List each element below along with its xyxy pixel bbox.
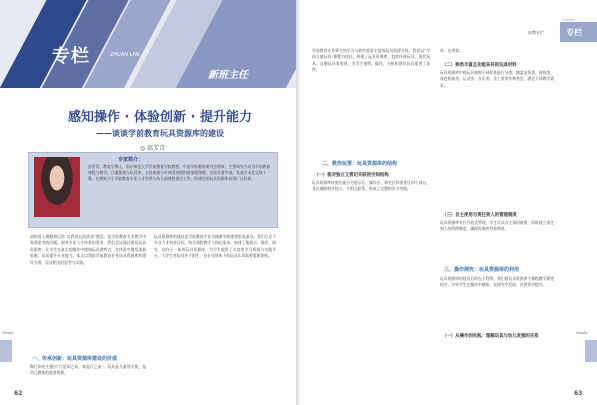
author-photo xyxy=(34,157,80,217)
right-column-1: 学前教育专业师生的学习与研究需要丰富的玩具资源支持。我们以“学前儿童玩具”课程为依托，构建了玩具资源库，包括传统玩具、现代玩具、自制玩具等类别，为学生观察、操作、分析和创作玩具提供了条件。 xyxy=(312,48,430,73)
left-side-tab xyxy=(0,340,12,362)
right-side-tab xyxy=(585,340,597,362)
column-tab-label: 专栏 xyxy=(566,28,582,37)
section-1-text: 陶行知先生提出“行是知之始，知是行之成”。玩具是儿童的天使，是幼儿教育的重要资源。 xyxy=(30,364,146,376)
article-subtitle: ——谈谈学前教育玩具资源库的建设 xyxy=(96,128,224,138)
profile-label: 专家简介： xyxy=(118,157,144,163)
column-header-band xyxy=(0,0,296,88)
article-title: 感知操作 · 体验创新 · 提升能力 xyxy=(68,110,252,125)
page-number-left: 62 xyxy=(14,390,23,397)
right-side-tab-label: Study xyxy=(576,330,588,335)
sub-2-text: 玩具资源库中的玩具按照不同标准进行分类，涵盖益智类、建构类、角色扮演类、运动类、音乐类、美工类等多种类型，满足不同教学需求。 xyxy=(440,70,554,88)
section-heading-3: 三、操作探究：玩具资源库的利用 xyxy=(444,267,520,273)
left-side-tab-label: Study xyxy=(2,330,14,335)
author-line: ◎ 邱芳青 xyxy=(140,145,166,152)
section-heading-2: 二、教你玩要：玩具资源库的结构 xyxy=(322,161,398,167)
left-column-2: 玩具资源库的建设是学前教育专业实践教学的重要组成部分。我们立足于专业人才培养目标，结合课程教学与岗位需求，构建了集展示、操作、研究、创作于一体的玩具资源库，为学生提供了丰富的学习资源与实践平台。大学生对玩具并不陌生，但专业视角下的玩具认识需要重新建构。 xyxy=(154,234,276,259)
section-3-text: 玩具资源库的建设目的在于利用。我们将玩具资源库与课程教学紧密结合，引导学生在操作中感知、在探究中发现、在创作中提升。 xyxy=(440,276,554,288)
column-label: 专栏 xyxy=(52,46,90,67)
sub-3-text: 玩具资源库实行开放式管理，学生可以自主预约使用，同时建立责任到人的管理制度，确保资源的有效利用。 xyxy=(440,220,554,232)
profile-text: 邱芳青，教育学博士，南京师范大学学前教育学院教授，中国学前教育研究会理事，主要研究方向为学前教育课程与教学、儿童游戏与玩具等。主持或参与多项国家级和省部级课题，出版专著多部，发表学术论文数十篇，长期致力于学前教育专业人才培养与幼儿园课程建设工作，所建设的玩具资源库获得广泛好评。 xyxy=(88,164,271,181)
sub-1-text: 玩具资源库按照功能分为展示区、操作区、研究区和创作区四个部分，各区域既相对独立，又相互联系，形成了完整的学习空间。 xyxy=(312,180,430,192)
column-name: 新班主任 xyxy=(208,70,248,81)
running-head: 职教专栏 xyxy=(528,30,544,35)
column-tab-en: Column xyxy=(562,18,576,22)
section-heading-1: 一、传承创新：玩具资源库建设的价值 xyxy=(32,356,118,362)
right-column-2-top: 材、应用等。 xyxy=(440,48,463,53)
sub-heading-2: （二）种类丰富且功能各异的玩具材料 xyxy=(442,63,517,68)
left-column-1: 如何深入理解和运用“自我成长的游戏”理念，是学前教育专业教学中需要思考的问题。面对专业人才培养的要求，我们尝试通过建设玩具资源库，让学生在真实的操作中感知玩具的特点，在体验中激发创新思维，从而提升专业能力。本文以我院学前教育专业玩具资源库的建设为例，谈谈相关的思考与实践。 xyxy=(30,234,146,265)
page-number-right: 63 xyxy=(574,390,583,397)
sub-heading-4: （一）从操作到实践：理解玩具与幼儿发展的关系 xyxy=(442,334,539,339)
column-label-en: ZHUAN LAN xyxy=(110,52,140,58)
sub-heading-3: （三）自主使用与责任到人的管理制度 xyxy=(442,213,517,218)
sub-heading-1: （一）相对独立又密切关联的空间结构 xyxy=(314,173,389,178)
